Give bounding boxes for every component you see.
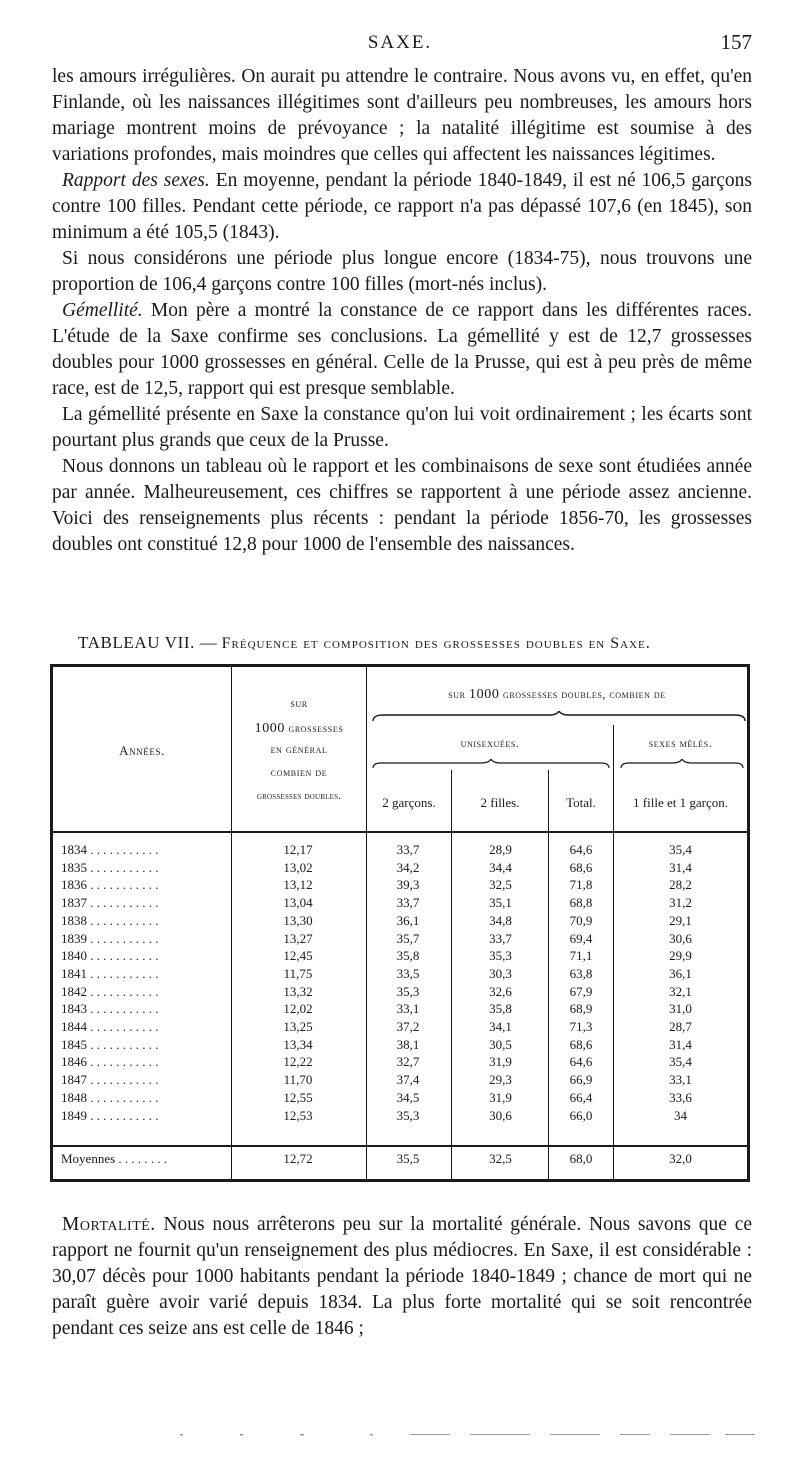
table-row bbox=[53, 949, 753, 963]
table-caption bbox=[78, 633, 758, 653]
total-cell: 68,6 bbox=[569, 1036, 593, 1052]
mixed-cell: 30,6 bbox=[669, 930, 692, 946]
mixed-cell: 36,1 bbox=[669, 965, 692, 981]
paragraph-table-intro: Nous donnons un tableau où le rapport et les combinaisons de sexe sont étudiées année par année. Malheureusement, ces chiffres se rapportent à une période assez ancienne. Voici des renseignements plus récents : pendant la période 1856-70, les grossesses doubles ont constitué 12,8 pour 1000 de l'ensemble des naissances. bbox=[52, 456, 752, 555]
paragraph-twinning-constancy: La gémellité présente en Saxe la constance qu'on lui voit ordinairement ; les écarts sont pourtant plus grands que ceux de la Prusse. bbox=[52, 404, 752, 451]
total-cell: 70,9 bbox=[569, 912, 593, 928]
paragraph-sex-ratio bbox=[52, 168, 752, 246]
filles-cell: 31,9 bbox=[489, 1089, 512, 1105]
table-row-averages bbox=[53, 1152, 753, 1166]
averages-garcons: 35,5 bbox=[396, 1151, 420, 1166]
garcons-cell: 37,4 bbox=[396, 1072, 420, 1088]
general-cell: 12,45 bbox=[283, 948, 313, 964]
header-fille-garcon: 1 fille et 1 garçon. bbox=[633, 795, 728, 810]
filles-cell: 35,8 bbox=[489, 1001, 512, 1017]
year-cell: 1839 . . . . . . . . . . . bbox=[61, 931, 159, 946]
mixed-cell: 32,1 bbox=[669, 983, 692, 999]
table-caption-title: Fréquence et composition des grossesses doubles en Saxe. bbox=[221, 635, 651, 652]
filles-cell: 30,5 bbox=[489, 1036, 512, 1052]
header-sur-1000-doubles bbox=[367, 687, 747, 703]
table-row bbox=[53, 1038, 753, 1052]
filles-cell: 35,3 bbox=[489, 948, 512, 964]
mixed-cell: 34 bbox=[674, 1107, 687, 1123]
table-row bbox=[53, 932, 753, 946]
year-cell: 1849 . . . . . . . . . . . bbox=[61, 1108, 159, 1123]
header-mille: 1000 bbox=[254, 721, 285, 736]
general-cell: 12,53 bbox=[283, 1107, 313, 1123]
garcons-cell: 33,7 bbox=[396, 842, 420, 857]
filles-cell: 32,6 bbox=[489, 983, 512, 999]
general-cell: 12,55 bbox=[283, 1089, 313, 1105]
year-cell: 1847 . . . . . . . . . . . bbox=[61, 1073, 159, 1088]
twin-pregnancy-table bbox=[50, 664, 750, 1182]
filles-cell: 34,1 bbox=[489, 1019, 512, 1034]
year-cell: 1843 . . . . . . . . . . . bbox=[61, 1002, 159, 1017]
table-row bbox=[53, 985, 753, 999]
table-row bbox=[53, 1109, 753, 1123]
garcons-cell: 35,3 bbox=[396, 1107, 420, 1123]
sex-ratio-text: En moyenne, pendant la période 1840-1849, il est né 106,5 garçons contre 100 filles. Pendant cette période, ce rapport n'a pas dépassé 107,6 (en 1845), son minimum a été 105,5 (1843). bbox=[52, 170, 752, 243]
total-cell: 64,6 bbox=[569, 1054, 593, 1070]
header-sur: sur bbox=[290, 698, 308, 710]
header-sur-1000-rest: grossesses doubles, combien de bbox=[502, 689, 666, 701]
mixed-cell: 29,1 bbox=[669, 912, 692, 928]
total-cell: 71,1 bbox=[569, 948, 593, 964]
mortality-lead: Mortalité. bbox=[62, 1214, 156, 1235]
garcons-cell: 38,1 bbox=[396, 1036, 420, 1052]
table-row bbox=[53, 896, 753, 910]
year-cell: 1835 . . . . . . . . . . . bbox=[61, 860, 159, 875]
table-row bbox=[53, 878, 753, 892]
year-cell: 1837 . . . . . . . . . . . bbox=[61, 896, 159, 911]
general-cell: 13,32 bbox=[283, 983, 313, 999]
averages-filles: 32,5 bbox=[489, 1151, 512, 1166]
general-cell: 11,75 bbox=[283, 965, 313, 981]
mixed-cell: 31,2 bbox=[669, 895, 692, 911]
general-cell: 13,04 bbox=[283, 895, 313, 911]
header-garcons: 2 garçons. bbox=[382, 795, 436, 810]
total-cell: 66,9 bbox=[569, 1072, 593, 1088]
filles-cell: 31,9 bbox=[489, 1054, 512, 1070]
paragraph-longer-period: Si nous considérons une période plus longue encore (1834-75), nous trouvons une proportion de 106,4 garçons contre 100 filles (mort-nés inclus). bbox=[52, 248, 752, 295]
rule-averages-top bbox=[53, 1145, 747, 1147]
mixed-cell: 31,4 bbox=[669, 1036, 692, 1052]
total-cell: 68,8 bbox=[569, 895, 593, 911]
garcons-cell: 34,5 bbox=[396, 1089, 420, 1105]
averages-total: 68,0 bbox=[569, 1151, 593, 1166]
filles-cell: 34,4 bbox=[489, 859, 512, 875]
header-filles: 2 filles. bbox=[480, 795, 520, 810]
rule-header-bottom bbox=[53, 831, 747, 833]
header-unisexuees: unisexuées. bbox=[460, 738, 520, 750]
filles-cell: 34,8 bbox=[489, 912, 512, 928]
general-cell: 13,34 bbox=[283, 1036, 313, 1052]
running-head bbox=[0, 32, 800, 58]
total-cell: 69,4 bbox=[569, 930, 593, 946]
table-row bbox=[53, 914, 753, 928]
general-cell: 13,30 bbox=[283, 912, 313, 928]
body-text-top bbox=[52, 64, 752, 558]
garcons-cell: 33,1 bbox=[396, 1001, 420, 1017]
filles-cell: 32,5 bbox=[489, 877, 512, 893]
body-text-bottom bbox=[52, 1212, 752, 1342]
filles-cell: 28,9 bbox=[489, 842, 512, 857]
mixed-cell: 33,6 bbox=[669, 1089, 692, 1105]
header-mille-grossesses bbox=[232, 721, 366, 737]
mixed-cell: 33,1 bbox=[669, 1072, 692, 1088]
general-cell: 12,17 bbox=[283, 842, 313, 857]
total-cell: 67,9 bbox=[569, 983, 593, 999]
garcons-cell: 35,3 bbox=[396, 983, 420, 999]
garcons-cell: 37,2 bbox=[396, 1019, 420, 1034]
general-cell: 13,25 bbox=[283, 1019, 313, 1034]
mixed-cell: 35,4 bbox=[669, 842, 692, 857]
general-cell: 12,02 bbox=[283, 1001, 313, 1017]
year-cell: 1846 . . . . . . . . . . . bbox=[61, 1055, 159, 1070]
table-row bbox=[53, 967, 753, 981]
averages-general: 12,72 bbox=[283, 1151, 313, 1166]
header-sur-1000-prefix: sur bbox=[448, 689, 466, 701]
garcons-cell: 36,1 bbox=[396, 912, 420, 928]
filles-cell: 30,6 bbox=[489, 1107, 512, 1123]
filles-cell: 29,3 bbox=[489, 1072, 512, 1088]
year-cell: 1836 . . . . . . . . . . . bbox=[61, 878, 159, 893]
garcons-cell: 32,7 bbox=[396, 1054, 420, 1070]
general-cell: 11,70 bbox=[283, 1072, 313, 1088]
mixed-cell: 35,4 bbox=[669, 1054, 692, 1070]
mixed-cell: 28,2 bbox=[669, 877, 692, 893]
brace-unisexuees bbox=[371, 759, 611, 769]
brace-sur-1000 bbox=[371, 711, 747, 723]
garcons-cell: 33,7 bbox=[396, 895, 420, 911]
sex-ratio-lead: Rapport des sexes. bbox=[62, 170, 210, 191]
general-cell: 12,22 bbox=[283, 1054, 313, 1070]
table-row bbox=[53, 861, 753, 875]
averages-label: Moyennes . . . . . . . . bbox=[61, 1152, 168, 1166]
year-cell: 1848 . . . . . . . . . . . bbox=[61, 1090, 159, 1105]
mixed-cell: 31,0 bbox=[669, 1001, 692, 1017]
total-cell: 64,6 bbox=[569, 842, 593, 857]
running-title: SAXE. bbox=[367, 32, 433, 53]
year-cell: 1834 . . . . . . . . . . . bbox=[61, 843, 159, 857]
header-en-general: en général bbox=[270, 744, 328, 756]
garcons-cell: 39,3 bbox=[396, 877, 420, 893]
total-cell: 71,3 bbox=[569, 1019, 593, 1034]
filles-cell: 33,7 bbox=[489, 930, 512, 946]
mixed-cell: 28,7 bbox=[669, 1019, 692, 1034]
paragraph-mortality bbox=[52, 1212, 752, 1342]
garcons-cell: 35,8 bbox=[396, 948, 420, 964]
table-row bbox=[53, 1020, 753, 1034]
table-row bbox=[53, 1091, 753, 1105]
print-bleed-marks bbox=[180, 1432, 760, 1438]
header-grossesses: grossesses bbox=[288, 723, 344, 735]
year-cell: 1838 . . . . . . . . . . . bbox=[61, 913, 159, 928]
header-sexes-meles: sexes mêlés. bbox=[648, 738, 713, 750]
mixed-cell: 29,9 bbox=[669, 948, 692, 964]
header-sur-1000-number: 1000 bbox=[469, 687, 500, 702]
paragraph-illegitimate-births: les amours irrégulières. On aurait pu attendre le contraire. Nous avons vu, en effet, qu'en Finlande, où les naissances illégitimes sont d'ailleurs peu nombreuses, les amours hors mariage montrent moins de prévoyance ; la natalité illégitime est soumise à des variations profondes, mais moindres que celles qui affectent les naissances légitimes. bbox=[52, 66, 752, 165]
total-cell: 63,8 bbox=[569, 965, 593, 981]
page-number: 157 bbox=[720, 30, 752, 54]
brace-sexes-meles bbox=[619, 759, 745, 769]
year-cell: 1840 . . . . . . . . . . . bbox=[61, 949, 159, 964]
total-cell: 71,8 bbox=[569, 877, 593, 893]
table-caption-number: TABLEAU VII. — bbox=[78, 633, 218, 652]
total-cell: 68,9 bbox=[569, 1001, 593, 1017]
twinning-lead: Gémellité. bbox=[62, 300, 143, 321]
filles-cell: 35,1 bbox=[489, 895, 512, 911]
averages-mixed: 32,0 bbox=[669, 1151, 692, 1166]
general-cell: 13,02 bbox=[283, 859, 313, 875]
header-total: Total. bbox=[566, 795, 596, 810]
total-cell: 66,0 bbox=[569, 1107, 593, 1123]
year-cell: 1844 . . . . . . . . . . . bbox=[61, 1020, 159, 1034]
garcons-cell: 34,2 bbox=[396, 859, 420, 875]
paragraph-twinning bbox=[52, 298, 752, 402]
mixed-cell: 31,4 bbox=[669, 859, 692, 875]
table-row bbox=[53, 1073, 753, 1087]
total-cell: 68,6 bbox=[569, 859, 593, 875]
table-row bbox=[53, 1002, 753, 1016]
general-cell: 13,27 bbox=[283, 930, 313, 946]
garcons-cell: 35,7 bbox=[396, 930, 420, 946]
general-cell: 13,12 bbox=[283, 877, 313, 893]
year-cell: 1842 . . . . . . . . . . . bbox=[61, 984, 159, 999]
header-annees: Années. bbox=[119, 743, 165, 758]
year-cell: 1845 . . . . . . . . . . . bbox=[61, 1037, 159, 1052]
twinning-text: Mon père a montré la constance de ce rapport dans les différentes races. L'étude de la Saxe confirme ses conclusions. La gémellité y est de 12,7 grossesses doubles pour 1000 grossesses en général. Celle de la Prusse, qui est à peu près de même race, est de 12,5, rapport qui est presque semblable. bbox=[52, 300, 753, 399]
table-row bbox=[53, 1055, 753, 1069]
filles-cell: 30,3 bbox=[489, 965, 512, 981]
table-row bbox=[53, 843, 753, 857]
garcons-cell: 33,5 bbox=[396, 965, 420, 981]
header-combien-de: combien de bbox=[270, 767, 328, 779]
year-cell: 1841 . . . . . . . . . . . bbox=[61, 966, 159, 981]
header-grossesses-doubles: grossesses doubles. bbox=[256, 791, 342, 802]
total-cell: 66,4 bbox=[569, 1089, 593, 1105]
mortality-text: Nous nous arrêterons peu sur la mortalité générale. Nous savons que ce rapport ne fournit qu'un renseignement des plus médiocres. En Saxe, il est considérable : 30,07 décès pour 1000 habitants pendant la période 1840-1849 ; chance de mort qui ne paraît guère avoir varié depuis 1834. La plus forte mortalité qui se soit rencontrée pendant ces seize ans est celle de 1846 ; bbox=[52, 1214, 753, 1339]
